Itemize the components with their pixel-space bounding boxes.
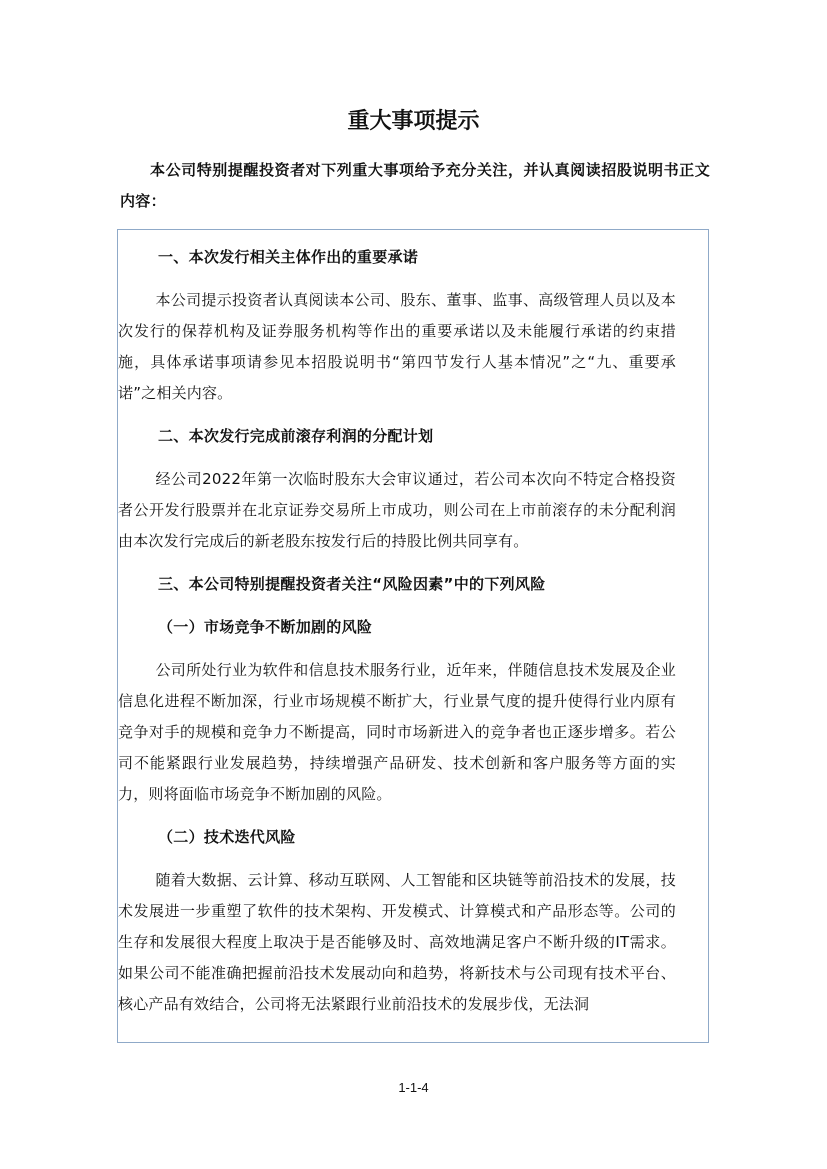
subsection-paragraph-1: 公司所处行业为软件和信息技术服务行业，近年来，伴随信息技术发展及企业信息化进程不断加深，行业市场规模不断扩大，行业景气度的提升使得行业内原有竞争对手的规模和竞争力不断提高，同时市场新进入的竞争者也正逐步增多。若公司不能紧跟行业发展趋势，持续增强产品研发、技术创新和客户服务等方面的实力，则将面临市场竞争不断加剧的风险。 — [118, 661, 676, 803]
page-title: 重大事项提示 — [347, 109, 480, 134]
subsection-heading-2: （二）技术迭代风险 — [158, 828, 296, 846]
content-box-inner — [118, 242, 709, 1032]
intro-notice: 本公司特别提醒投资者对下列重大事项给予充分关注，并认真阅读招股说明书正文内容： — [120, 161, 710, 210]
subsection-heading-1: （一）市场竞争不断加剧的风险 — [158, 618, 373, 636]
subsection-paragraph-2: 随着大数据、云计算、移动互联网、人工智能和区块链等前沿技术的发展，技术发展进一步重塑了软件的技术架构、开发模式、计算模式和产品形态等。公司的生存和发展很大程度上取决于是否能够及时、高效地满足客户不断升级的IT需求。如果公司不能准确把握前沿技术发展动向和趋势，将新技术与公司现有技术平台、核心产品有效结合，公司将无法紧跟行业前沿技术的发展步伐，无法洞 — [118, 871, 676, 1013]
page-number: 1-1-4 — [398, 1080, 429, 1095]
section-heading-3: 三、本公司特别提醒投资者关注“风险因素”中的下列风险 — [158, 575, 546, 593]
section-heading-2: 二、本次发行完成前滚存利润的分配计划 — [158, 427, 434, 445]
section-paragraph-2: 经公司2022年第一次临时股东大会审议通过，若公司本次向不特定合格投资者公开发行股票并在北京证券交易所上市成功，则公司在上市前滚存的未分配利润由本次发行完成后的新老股东按发行后的持股比例共同享有。 — [118, 470, 676, 550]
section-paragraph-1: 本公司提示投资者认真阅读本公司、股东、董事、监事、高级管理人员以及本次发行的保荐机构及证券服务机构等作出的重要承诺以及未能履行承诺的约束措施，具体承诺事项请参见本招股说明书“第四节发行人基本情况”之“九、重要承诺”之相关内容。 — [118, 291, 676, 402]
content-box — [117, 229, 709, 1043]
section-heading-1: 一、本次发行相关主体作出的重要承诺 — [158, 248, 419, 266]
